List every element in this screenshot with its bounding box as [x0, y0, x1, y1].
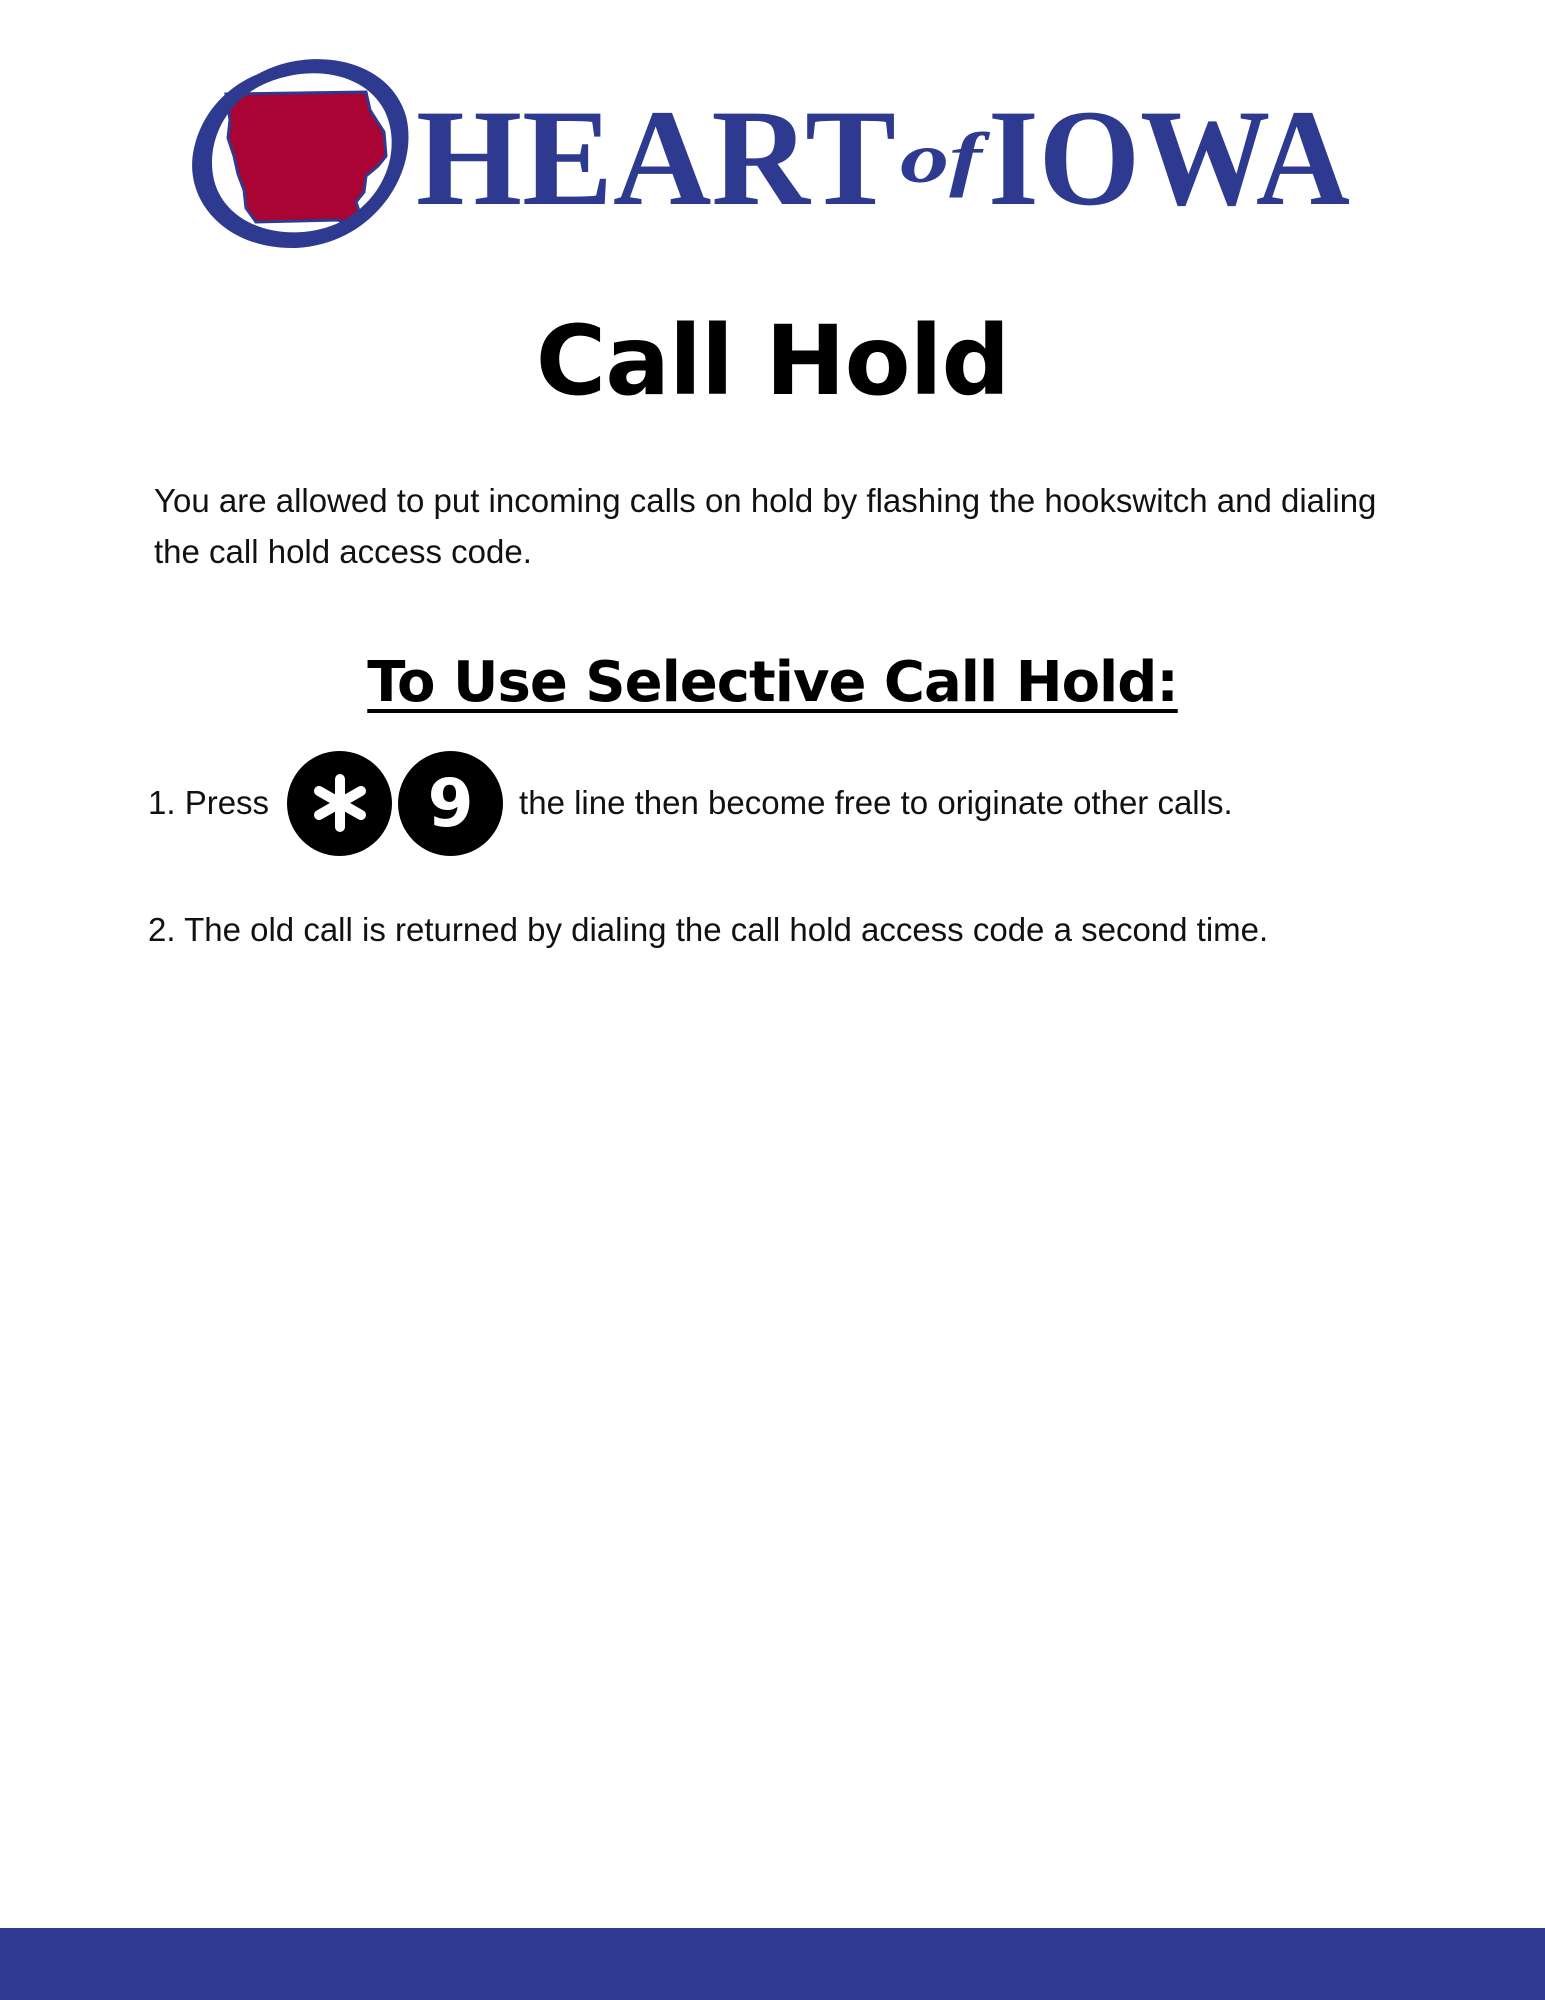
- page-title: Call Hold: [535, 305, 1010, 417]
- step-1-suffix: the line then become free to originate other calls.: [519, 784, 1233, 821]
- logo-iowa-text: IOWA: [988, 81, 1350, 234]
- intro-paragraph: You are allowed to put incoming calls on hold by flashing the hookswitch and dialing the call hold access code.: [154, 482, 1377, 570]
- section-heading: To Use Selective Call Hold:: [367, 650, 1178, 715]
- iowa-state-icon: [226, 92, 386, 224]
- logo-heart-text: HEART: [416, 81, 896, 234]
- step-1: [148, 750, 1233, 856]
- step-1-prefix: 1. Press: [148, 784, 270, 821]
- logo-of-text: of: [900, 118, 991, 198]
- star-key-icon: [287, 751, 392, 856]
- step-2: 2. The old call is returned by dialing the call hold access code a second time.: [148, 911, 1269, 948]
- nine-key-icon: 9: [398, 751, 503, 856]
- footer-bar: [0, 1928, 1545, 2000]
- heart-of-iowa-logo: [188, 52, 1358, 262]
